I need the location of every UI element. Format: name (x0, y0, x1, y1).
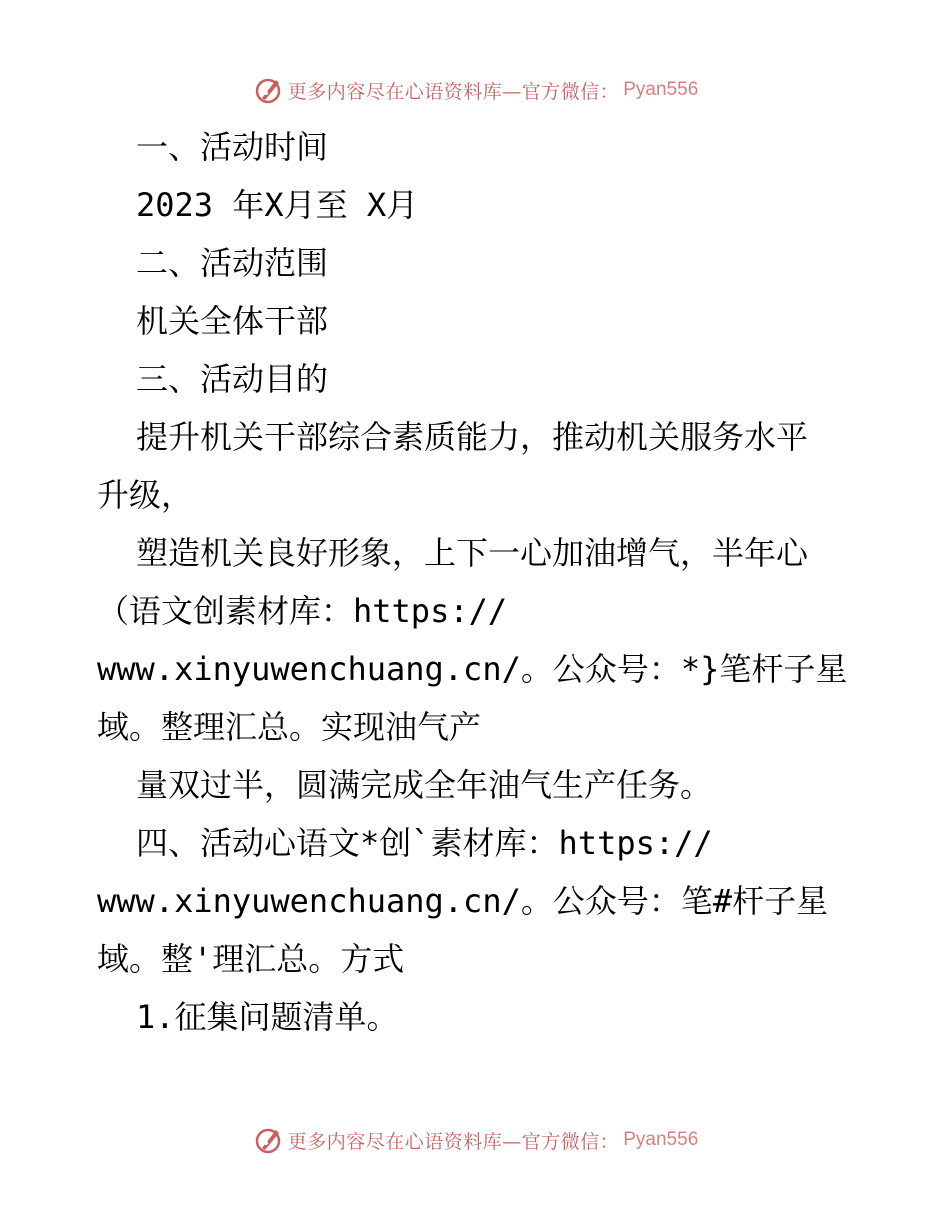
paragraph-line: 塑造机关良好形象，上下一心加油增气，半年心 (136, 534, 809, 572)
header-watermark (0, 70, 950, 110)
paragraph-line: 机关全体干部 (136, 302, 329, 340)
paragraph-line: www.xinyuwenchuang.cn/。公众号：*}笔杆子星 (97, 650, 848, 688)
heading-activity-time: 一、活动时间 (136, 128, 329, 166)
paragraph-line: （语文创素材库：https:// (97, 592, 508, 630)
heading-activity-scope: 二、活动范围 (136, 244, 329, 282)
paragraph-line: 2023 年X月至 X月 (136, 186, 419, 224)
pen-seal-logo-icon (252, 74, 284, 106)
list-item: 1.征集问题清单。 (136, 998, 399, 1036)
paragraph-line: www.xinyuwenchuang.cn/。公众号：笔#杆子星 (97, 882, 829, 920)
paragraph-line: 量双过半，圆满完成全年油气生产任务。 (136, 766, 713, 804)
paragraph-line: 域。整理汇总。实现油气产 (97, 708, 482, 746)
paragraph-line: 升级， (97, 476, 194, 514)
heading-activity-purpose: 三、活动目的 (136, 360, 329, 398)
footer-watermark (0, 1120, 950, 1160)
watermark-id: Pyan556 (623, 79, 699, 100)
pen-seal-logo-icon (252, 1124, 284, 1156)
watermark-text: 更多内容尽在心语资料库—官方微信： (287, 1130, 620, 1153)
paragraph-line: 域。整'理汇总。方式 (97, 940, 405, 978)
watermark-text: 更多内容尽在心语资料库—官方微信： (287, 80, 620, 103)
heading-activity-method: 四、活动心语文*创`素材库：https:// (136, 824, 713, 862)
paragraph-line: 提升机关干部综合素质能力，推动机关服务水平 (136, 418, 809, 456)
watermark-id: Pyan556 (623, 1129, 699, 1150)
